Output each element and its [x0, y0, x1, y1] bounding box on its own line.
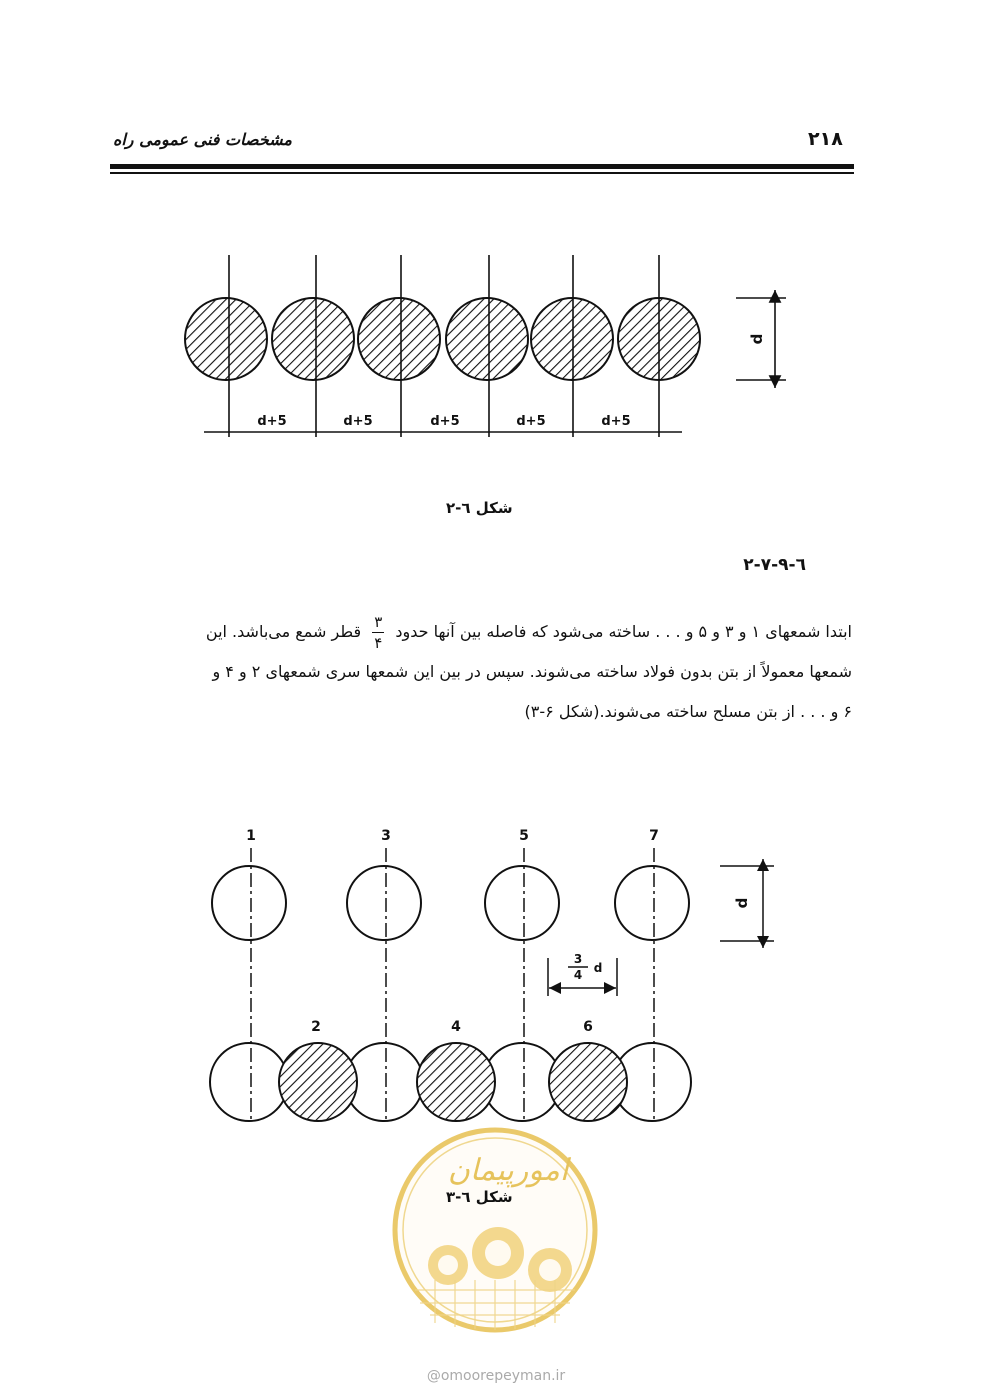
- fig2-diameter-label: d: [733, 897, 751, 909]
- paragraph-line-2: شمعها معمولاً از بتن بدون فولاد ساخته می‌شوند. سپس در بین این شمعها سری شمعهای ۲ و ۴ و: [212, 662, 852, 681]
- line1-before-fraction: ابتدا شمعهای ۱ و ۳ و ۵ و . . . ساخته می‌شود که فاصله بین آنها حدود: [395, 622, 852, 641]
- fig2-pile-number: 2: [311, 1019, 321, 1035]
- fig2-top-pile: [485, 866, 559, 940]
- fig1-diameter-label: d: [748, 333, 766, 345]
- fig2-top-pile: [347, 866, 421, 940]
- figure-6-3-drawing: [0, 810, 992, 1140]
- fig2-top-pile: [212, 866, 286, 940]
- figure-6-2-caption: شکل ٦-٢: [446, 499, 513, 517]
- fig2-pile-number: 6: [583, 1019, 593, 1035]
- fig1-spacing-label: d+5: [343, 414, 373, 429]
- watermark-url-text: omoorepeyman.ir: [440, 1368, 566, 1384]
- fig2-spacing-unit: d: [593, 961, 603, 975]
- fig1-pile: [531, 298, 613, 380]
- figure-6-3-caption: شکل ٦-٣: [446, 1188, 513, 1206]
- fig2-secondary-pile: [417, 1043, 495, 1121]
- fig2-spacing-num: 3: [573, 952, 583, 966]
- fig2-spacing-dimension: [548, 958, 617, 996]
- fig2-pile-number: 3: [381, 828, 391, 844]
- line1-after-fraction: قطر شمع می‌باشد. این: [205, 622, 362, 641]
- paragraph-line-3: ۶ و . . . از بتن مسلح ساخته می‌شوند.(شکل ۶-۳): [524, 702, 852, 721]
- fig1-spacing-label: d+5: [430, 414, 460, 429]
- fig1-spacing-label: d+5: [257, 414, 287, 429]
- running-header-title: مشخصات فنی عمومی راه: [112, 130, 292, 149]
- fraction-three-quarters: [372, 614, 384, 651]
- fraction-numerator: ۳: [374, 613, 383, 631]
- fig1-spacing-label: d+5: [516, 414, 546, 429]
- section-number: ٦-٩-٧-٢: [743, 555, 806, 575]
- fig1-pile: [446, 298, 528, 380]
- fig2-secondary-pile: [549, 1043, 627, 1121]
- watermark-logo: [390, 1125, 600, 1335]
- fig2-top-pile: [615, 866, 689, 940]
- fig2-secondary-pile: [279, 1043, 357, 1121]
- watermark-logo-text: امورپیمان: [447, 1153, 569, 1188]
- fraction-denominator: ۴: [374, 634, 383, 652]
- fig1-spacing-label: d+5: [601, 414, 631, 429]
- fig2-bottom-row-hatched: [279, 1043, 627, 1121]
- page-number: ۲۱۸: [808, 128, 843, 150]
- fig1-spacing-labels: [257, 414, 630, 429]
- fig2-top-row-piles: [212, 866, 689, 940]
- body-paragraph: [134, 612, 852, 732]
- fig1-pile: [358, 298, 440, 380]
- fig1-pile: [185, 298, 267, 380]
- fig2-top-labels: [246, 828, 659, 844]
- fig2-pile-number: 5: [519, 828, 529, 844]
- fig2-spacing-den: 4: [573, 968, 583, 982]
- at-icon: @: [426, 1368, 441, 1384]
- fig2-pile-number: 1: [246, 828, 256, 844]
- fig2-mid-labels: [311, 1019, 593, 1035]
- watermark-url: [0, 1368, 992, 1384]
- fig1-pile: [272, 298, 354, 380]
- fig2-pile-number: 4: [451, 1019, 461, 1035]
- fig1-piles: [185, 298, 700, 380]
- fig2-pile-number: 7: [649, 828, 659, 844]
- fig2-bottom-primary-pile: [210, 1043, 288, 1121]
- figure-6-2-drawing: [0, 0, 992, 520]
- paragraph-line-1: [134, 612, 852, 652]
